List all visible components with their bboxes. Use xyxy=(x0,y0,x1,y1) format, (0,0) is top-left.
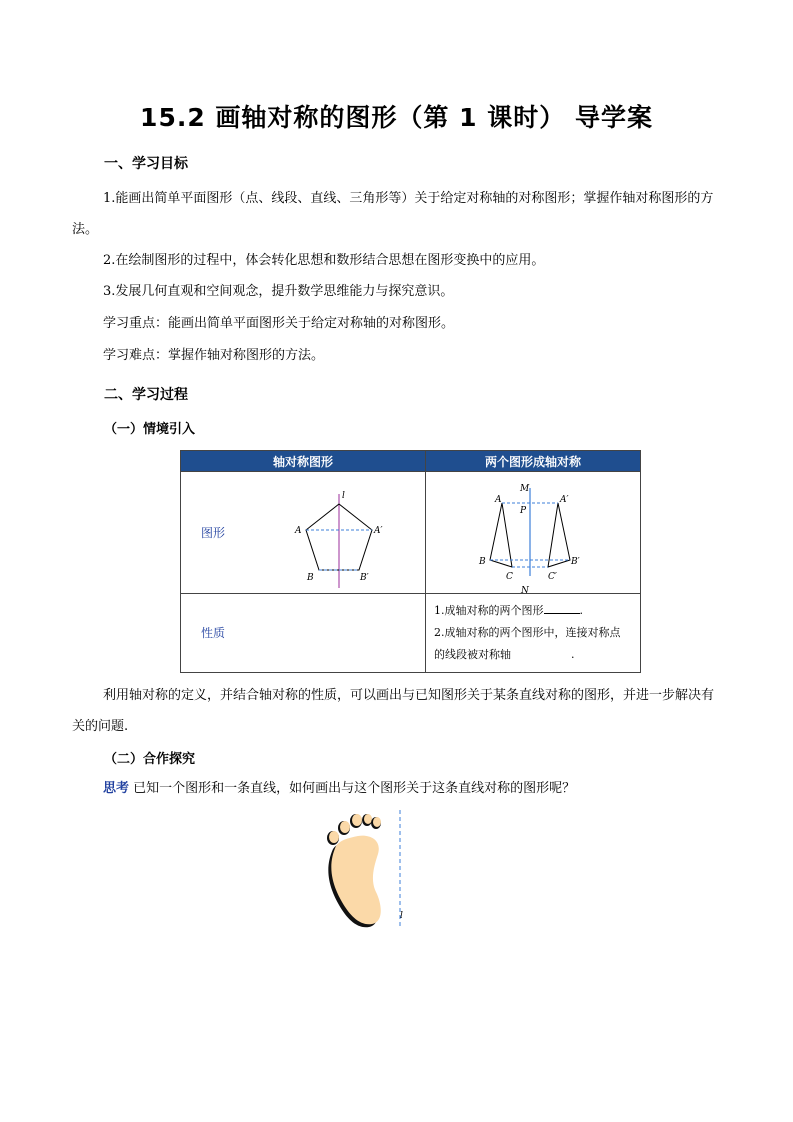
triangle-ABC xyxy=(490,503,512,567)
label-C: C xyxy=(506,572,513,582)
fill-blank-1[interactable] xyxy=(544,603,580,614)
label-M: M xyxy=(520,484,530,494)
label-A-prime: A′ xyxy=(560,495,569,505)
goal-1: 1.能画出简单平面图形（点、线段、直线、三角形等）关于给定对称轴的对称图形；掌握作轴对称图形的方法。 xyxy=(72,191,714,237)
page-title: 15.2 画轴对称的图形（第 1 课时） 导学案 xyxy=(140,103,653,132)
goal-3: 3.发展几何直观和空间观念，提升数学思维能力与探究意识。 xyxy=(103,284,454,299)
paragraph-after-table: 利用轴对称的定义，并结合轴对称的性质，可以画出与已知图形关于某条直线对称的图形，并进一步解决有关的问题. xyxy=(72,688,715,734)
property-2-line2: 的线段被对称轴 . xyxy=(434,648,575,661)
label-B-prime: B′ xyxy=(360,573,369,583)
label-A: A xyxy=(295,526,302,536)
foot-axis-label: l xyxy=(400,911,403,921)
label-A: A xyxy=(495,495,502,505)
comparison-table xyxy=(180,450,641,673)
cell-property-label xyxy=(181,594,426,673)
property-2-line1: 2.成轴对称的两个图形中，连接对称点 xyxy=(434,626,621,639)
think-text: 已知一个图形和一条直线，如何画出与这个图形关于这条直线对称的图形呢？ xyxy=(133,781,576,796)
key-point: 学习重点：能画出简单平面图形关于给定对称轴的对称图形。 xyxy=(103,316,455,331)
table-header-two-figures: 两个图形成轴对称 xyxy=(426,451,641,472)
foot-shape xyxy=(327,814,381,927)
label-B: B xyxy=(479,557,486,567)
subsection-intro: （一）情境引入 xyxy=(104,422,196,437)
label-C-prime: C′ xyxy=(548,572,557,582)
section-heading-goals: 一、学习目标 xyxy=(104,156,188,172)
think-label: 思考 xyxy=(103,781,130,796)
label-P: P xyxy=(520,506,527,516)
label-A-prime: A′ xyxy=(374,526,383,536)
property-1: 1.成轴对称的两个图形 . xyxy=(434,604,583,617)
row-label-figure: 图形 xyxy=(201,526,226,540)
label-B: B xyxy=(307,573,314,583)
difficult-point: 学习难点：掌握作轴对称图形的方法。 xyxy=(103,348,325,363)
cell-pentagon xyxy=(181,472,426,594)
row-label-property: 性质 xyxy=(201,626,226,640)
cell-properties xyxy=(426,594,641,673)
foot-figure xyxy=(320,808,420,932)
label-l: l xyxy=(342,491,345,501)
two-triangles-diagram xyxy=(426,472,641,593)
triangle-A2B2C2 xyxy=(548,503,570,567)
goal-2: 2.在绘制图形的过程中，体会转化思想和数形结合思想在图形变换中的应用。 xyxy=(103,253,545,268)
cell-two-figures xyxy=(426,472,641,594)
label-B-prime: B′ xyxy=(571,557,580,567)
subsection-explore: （二）合作探究 xyxy=(104,752,196,767)
table-header-axis-figure: 轴对称图形 xyxy=(181,451,426,472)
section-heading-process: 二、学习过程 xyxy=(104,387,188,403)
label-N: N xyxy=(521,586,529,593)
think-question xyxy=(103,773,723,804)
